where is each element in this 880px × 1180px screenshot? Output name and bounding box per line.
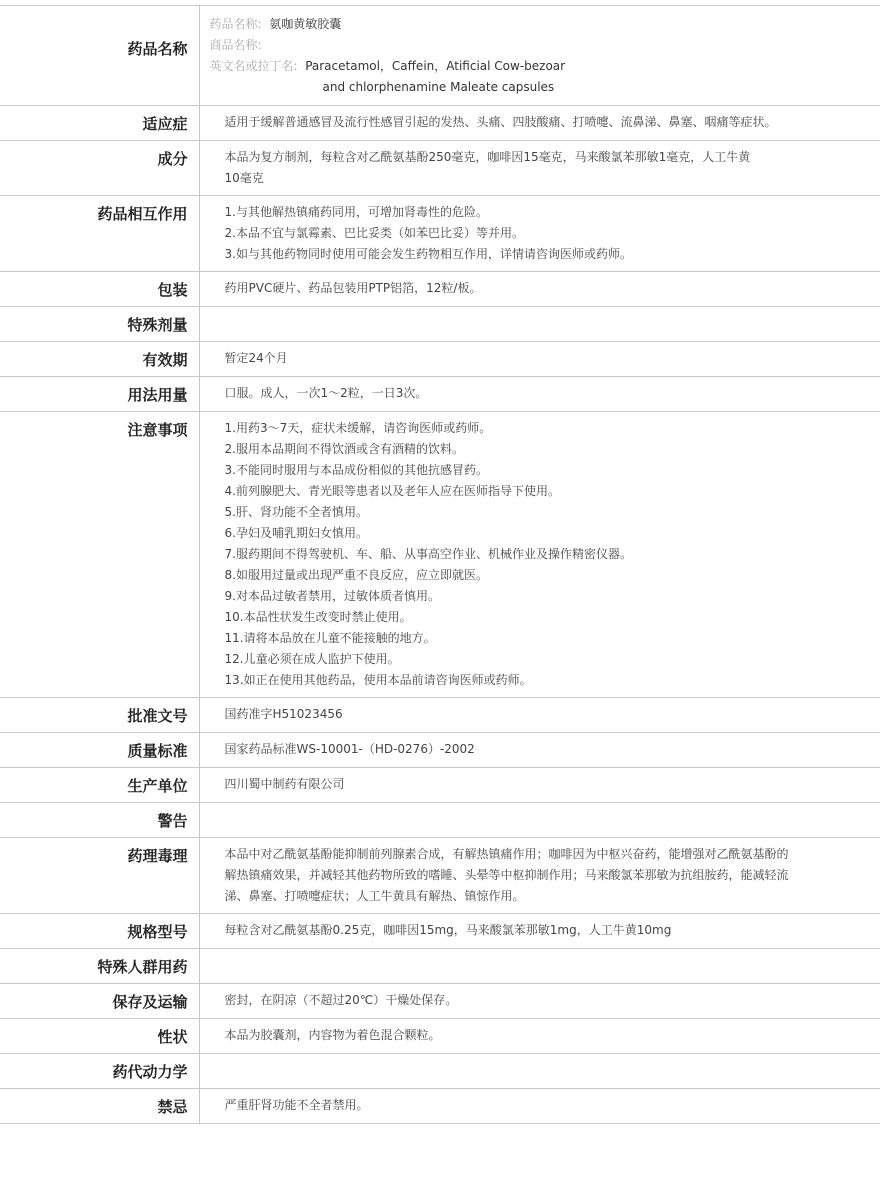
row-label: 药理毒理 xyxy=(0,838,199,914)
list-item: 3.不能同时服用与本品成份相似的其他抗感冒药。 xyxy=(224,463,488,477)
row-specification xyxy=(0,914,880,949)
row-value: 口服。成人，一次1～2粒，一日3次。 xyxy=(199,377,880,412)
list-item: 8.如服用过量或出现严重不良反应，应立即就医。 xyxy=(224,568,488,582)
row-value xyxy=(199,307,880,342)
row-pharmacokinetics xyxy=(0,1054,880,1089)
row-indications xyxy=(0,106,880,141)
row-value: 本品中对乙酰氨基酚能抑制前列腺素合成，有解热镇痛作用；咖啡因为中枢兴奋药，能增强对乙酰氨基酚的解热镇痛效果，并减轻其他药物所致的嗜睡、头晕等中枢抑制作用；马来酸氯苯那敏为抗组胺药，能减轻流涕、鼻塞、打喷嚏症状；人工牛黄具有解热、镇惊作用。 xyxy=(199,838,880,914)
list-item: 9.对本品过敏者禁用，过敏体质者慎用。 xyxy=(224,589,440,603)
row-value: 密封，在阴凉（不超过20℃）干燥处保存。 xyxy=(199,984,880,1019)
trade-name-key: 商品名称: xyxy=(209,38,262,52)
row-interactions xyxy=(0,196,880,272)
list-item: 5.肝、肾功能不全者慎用。 xyxy=(224,505,368,519)
list-item: 3.如与其他药物同时使用可能会发生药物相互作用，详情请咨询医师或药师。 xyxy=(224,247,632,261)
row-label: 质量标准 xyxy=(0,733,199,768)
row-special-population xyxy=(0,949,880,984)
row-storage xyxy=(0,984,880,1019)
list-item: 10.本品性状发生改变时禁止使用。 xyxy=(224,610,412,624)
row-value: 药用PVC硬片、药品包装用PTP铝箔，12粒/板。 xyxy=(199,272,880,307)
list-item: 2.服用本品期间不得饮酒或含有酒精的饮料。 xyxy=(224,442,464,456)
row-approval xyxy=(0,698,880,733)
row-label: 生产单位 xyxy=(0,768,199,803)
row-label: 禁忌 xyxy=(0,1089,199,1124)
row-value xyxy=(199,196,880,272)
row-standard xyxy=(0,733,880,768)
list-item: 11.请将本品放在儿童不能接触的地方。 xyxy=(224,631,436,645)
row-packaging xyxy=(0,272,880,307)
row-contraindications xyxy=(0,1089,880,1124)
row-drug-name xyxy=(0,6,880,106)
row-label: 批准文号 xyxy=(0,698,199,733)
row-label: 特殊人群用药 xyxy=(0,949,199,984)
row-value xyxy=(199,803,880,838)
list-item: 13.如正在使用其他药品，使用本品前请咨询医师或药师。 xyxy=(224,673,532,687)
row-value: 国药准字H51023456 xyxy=(199,698,880,733)
row-value: 暂定24个月 xyxy=(199,342,880,377)
row-special-dose xyxy=(0,307,880,342)
row-validity xyxy=(0,342,880,377)
row-label: 注意事项 xyxy=(0,412,199,698)
row-value xyxy=(199,6,880,106)
list-item: 7.服药期间不得驾驶机、车、船、从事高空作业、机械作业及操作精密仪器。 xyxy=(224,547,632,561)
row-label: 有效期 xyxy=(0,342,199,377)
generic-name-key: 药品名称: xyxy=(209,17,262,31)
row-value: 国家药品标准WS-10001-（HD-0276）-2002 xyxy=(199,733,880,768)
row-label: 规格型号 xyxy=(0,914,199,949)
row-value xyxy=(199,1054,880,1089)
row-appearance xyxy=(0,1019,880,1054)
row-label: 保存及运输 xyxy=(0,984,199,1019)
row-pharmacology xyxy=(0,838,880,914)
row-value: 每粒含对乙酰氨基酚0.25克，咖啡因15mg，马来酸氯苯那敏1mg，人工牛黄10mg xyxy=(199,914,880,949)
list-item: 12.儿童必须在成人监护下使用。 xyxy=(224,652,400,666)
row-value xyxy=(199,412,880,698)
row-label: 用法用量 xyxy=(0,377,199,412)
row-label: 包装 xyxy=(0,272,199,307)
row-value: 四川蜀中制药有限公司 xyxy=(199,768,880,803)
row-precautions xyxy=(0,412,880,698)
list-item: 4.前列腺肥大、青光眼等患者以及老年人应在医师指导下使用。 xyxy=(224,484,560,498)
row-value: 本品为复方制剂，每粒含对乙酰氨基酚250毫克，咖啡因15毫克，马来酸氯苯那敏1毫克，人工牛黄10毫克 xyxy=(199,141,880,196)
row-usage xyxy=(0,377,880,412)
english-name-key: 英文名或拉丁名: xyxy=(209,59,298,73)
row-label: 成分 xyxy=(0,141,199,196)
row-value: 本品为胶囊剂，内容物为着色混合颗粒。 xyxy=(199,1019,880,1054)
drug-info-table xyxy=(0,5,880,1124)
row-label: 药代动力学 xyxy=(0,1054,199,1089)
row-value: 适用于缓解普通感冒及流行性感冒引起的发热、头痛、四肢酸痛、打喷嚏、流鼻涕、鼻塞、咽痛等症状。 xyxy=(199,106,880,141)
list-item: 1.用药3～7天，症状未缓解，请咨询医师或药师。 xyxy=(224,421,492,435)
row-label: 药品相互作用 xyxy=(0,196,199,272)
row-label: 特殊剂量 xyxy=(0,307,199,342)
row-label: 性状 xyxy=(0,1019,199,1054)
generic-name-value: 氨咖黄敏胶囊 xyxy=(269,17,342,31)
english-name-line2: and chlorphenamine Maleate capsules xyxy=(322,80,555,94)
row-label: 适应症 xyxy=(0,106,199,141)
row-manufacturer xyxy=(0,768,880,803)
english-name-line1: Paracetamol，Caffein，Atificial Cow-bezoar xyxy=(305,59,566,73)
list-item: 6.孕妇及哺乳期妇女慎用。 xyxy=(224,526,368,540)
list-item: 2.本品不宜与氯霉素、巴比妥类（如苯巴比妥）等并用。 xyxy=(224,226,524,240)
list-item: 1.与其他解热镇痛药同用，可增加肾毒性的危险。 xyxy=(224,205,488,219)
row-label: 警告 xyxy=(0,803,199,838)
row-ingredients xyxy=(0,141,880,196)
row-warning xyxy=(0,803,880,838)
row-label: 药品名称 xyxy=(0,6,199,106)
row-value: 严重肝肾功能不全者禁用。 xyxy=(199,1089,880,1124)
row-value xyxy=(199,949,880,984)
